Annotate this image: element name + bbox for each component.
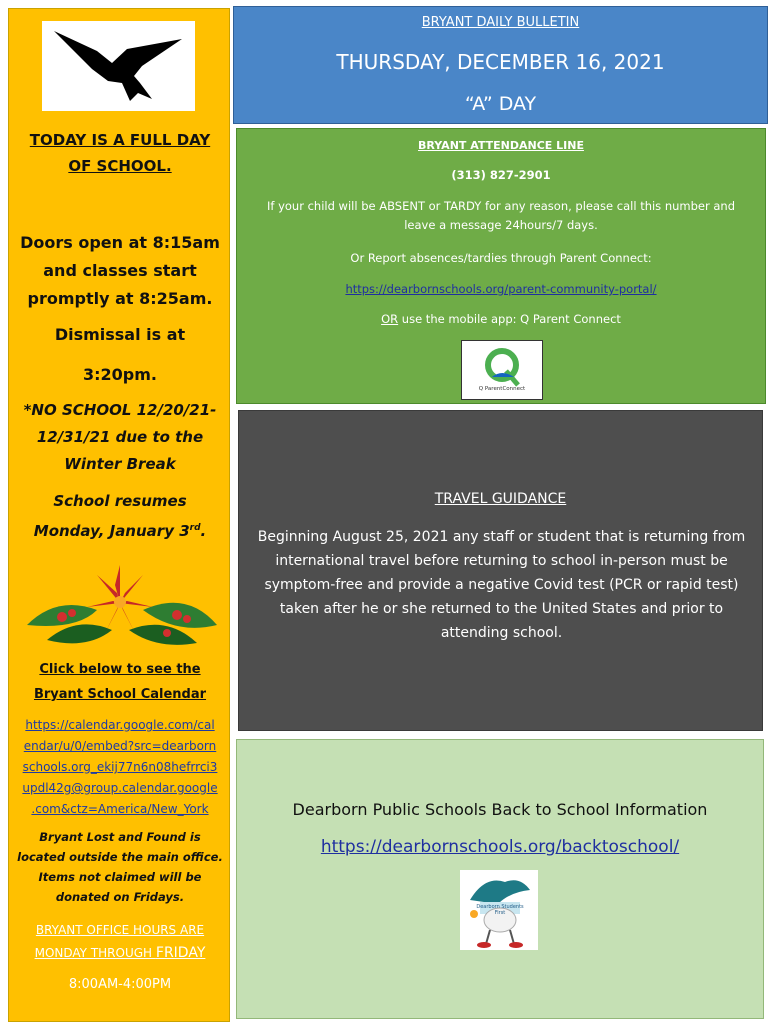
resumes-line-2 [9,515,231,545]
no-school-line-1: *NO SCHOOL 12/20/21- [23,401,217,419]
parent-portal-link[interactable]: https://dearbornschools.org/parent-community-portal/ [345,282,657,296]
students-first-caption: Dearborn Students First [476,904,524,916]
calendar-link-line: https://calendar.google.com/cal [25,718,215,732]
resumes-text: Monday, January 3 [33,522,190,540]
back-to-school-link[interactable]: https://dearbornschools.org/backtoschool/ [320,837,680,857]
poinsettia-icon [17,555,223,655]
back-to-school-title: Dearborn Public Schools Back to School Information [292,800,708,819]
attendance-section [236,128,766,404]
q-logo-icon [462,341,544,401]
poinsettia-image [17,555,223,655]
calendar-link-line: endar/u/0/embed?src=dearborn [23,739,217,753]
students-first-image [460,870,538,950]
eagle-icon [42,21,195,111]
calendar-link-line: updl42g@group.calendar.google [22,781,218,795]
travel-guidance-section [238,410,763,731]
attendance-report-text: Or Report absences/tardies through Parent Connect: [350,251,652,265]
or-text: OR [381,312,399,326]
bulletin-date: THURSDAY, DECEMBER 16, 2021 [336,50,665,74]
no-school-line-2: 12/31/21 due to the [36,428,204,446]
bulletin-title: BRYANT DAILY BULLETIN [421,15,580,30]
mobile-app-line [237,310,765,328]
travel-guidance-title: TRAVEL GUIDANCE [434,491,567,507]
bulletin-header [233,6,768,124]
office-hours-line-1: BRYANT OFFICE HOURS ARE [35,923,205,937]
doors-line-1: Doors open at 8:15am [20,233,220,252]
calendar-link-line: schools.org_ekij77n6n08hefrrci3 [22,760,218,774]
calendar-line-2: Bryant School Calendar [33,687,207,702]
eagle-logo [42,21,195,111]
no-school-line-3: Winter Break [64,455,176,473]
attendance-phone: (313) 827-2901 [451,168,551,182]
calendar-link-line: .com&ctz=America/New_York [31,802,209,816]
back-to-school-section [236,739,764,1019]
bulletin-day: “A” DAY [464,93,537,115]
attendance-instructions-2: leave a message 24hours/7 days. [404,218,598,232]
full-day-line-2: OF SCHOOL. [68,157,172,175]
lost-found-line: Items not claimed will be [38,870,202,884]
resumes-suffix: rd [189,523,201,533]
resumes-line-1: School resumes [53,492,187,510]
lost-found-line: donated on Fridays. [55,890,185,904]
attendance-title: BRYANT ATTENDANCE LINE [418,139,584,152]
travel-guidance-body: Beginning August 25, 2021 any staff or student that is returning from international travel before returning to school in-person must be symptom-free and provide a negative Covid test (PCR or rapid test) taken after he or she returned to the United States and prior to attending school. [257,529,746,641]
mobile-app-text: use the mobile app: Q Parent Connect [398,312,621,326]
attendance-instructions-1: If your child will be ABSENT or TARDY for any reason, please call this number and [266,199,736,213]
sidebar [8,8,230,1022]
calendar-link[interactable] [9,715,231,820]
office-hours-line-2 [9,942,231,965]
dismissal-time: 3:20pm. [83,365,157,384]
office-friday-text: FRIDAY [155,945,206,961]
lost-found-line: Bryant Lost and Found is [39,830,201,844]
full-day-line-1: TODAY IS A FULL DAY [29,131,211,149]
q-logo-label: Q ParentConnect [478,386,526,392]
dismissal-label: Dismissal is at [54,325,186,344]
doors-line-3: promptly at 8:25am. [27,289,213,308]
office-hours-time: 8:00AM-4:00PM [68,977,172,992]
doors-line-2: and classes start [43,261,197,280]
portal-link-line [237,280,765,298]
lost-found-notice [9,827,231,907]
q-parent-connect-logo [461,340,543,400]
resumes-period: . [200,522,207,540]
lost-found-line: located outside the main office. [17,850,223,864]
office-days-text: MONDAY THROUGH [34,946,156,960]
calendar-line-1: Click below to see the [39,662,201,677]
